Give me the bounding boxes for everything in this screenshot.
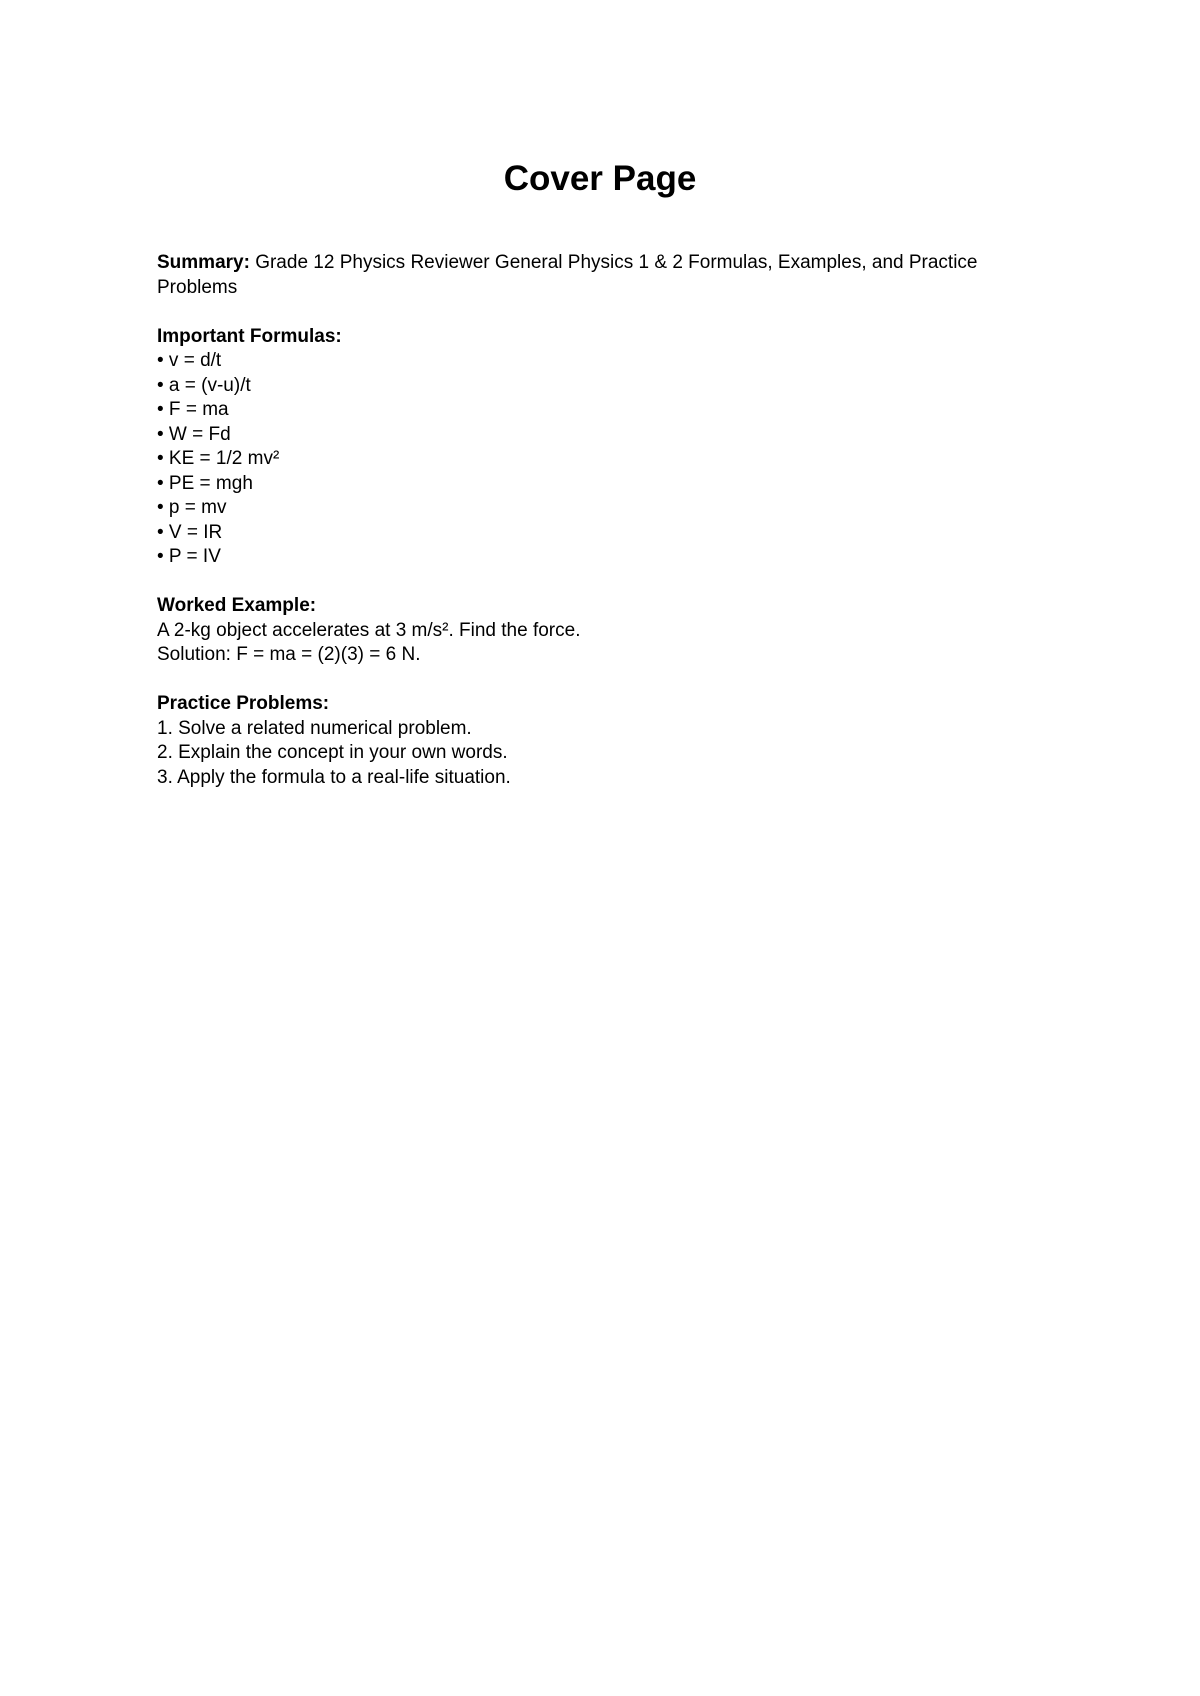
- worked-example-heading: Worked Example:: [157, 595, 317, 616]
- practice-item: 2. Explain the concept in your own words.: [157, 742, 508, 763]
- practice-section: [157, 692, 1037, 790]
- practice-item: 1. Solve a related numerical problem.: [157, 717, 472, 739]
- formula-item: • PE = mgh: [157, 472, 253, 494]
- practice-list: [157, 717, 1037, 791]
- formula-list: [157, 349, 1037, 570]
- formulas-heading: Important Formulas:: [157, 325, 342, 347]
- page-title: Cover Page: [503, 159, 697, 198]
- practice-heading: Practice Problems:: [157, 693, 330, 714]
- summary-section: [157, 251, 1037, 300]
- formula-item: • a = (v-u)/t: [157, 374, 251, 396]
- formula-item: • KE = 1/2 mv²: [157, 448, 280, 469]
- worked-example-problem: A 2-kg object accelerates at 3 m/s². Find the force.: [157, 619, 581, 641]
- summary-text: Grade 12 Physics Reviewer General Physics 1 & 2 Formulas, Examples, and Practice Problems: [157, 252, 978, 298]
- formula-item: • W = Fd: [157, 423, 231, 445]
- page-content: [157, 251, 1037, 815]
- formula-item: • P = IV: [157, 546, 221, 567]
- worked-example-section: [157, 594, 1037, 668]
- formula-item: • V = IR: [157, 521, 223, 543]
- formula-item: • p = mv: [157, 497, 227, 518]
- formulas-section: [157, 325, 1037, 570]
- worked-example-solution: Solution: F = ma = (2)(3) = 6 N.: [157, 644, 421, 665]
- summary-label: Summary:: [157, 252, 250, 273]
- formula-item: • v = d/t: [157, 350, 222, 371]
- formula-item: • F = ma: [157, 399, 229, 420]
- practice-item: 3. Apply the formula to a real-life situation.: [157, 766, 511, 788]
